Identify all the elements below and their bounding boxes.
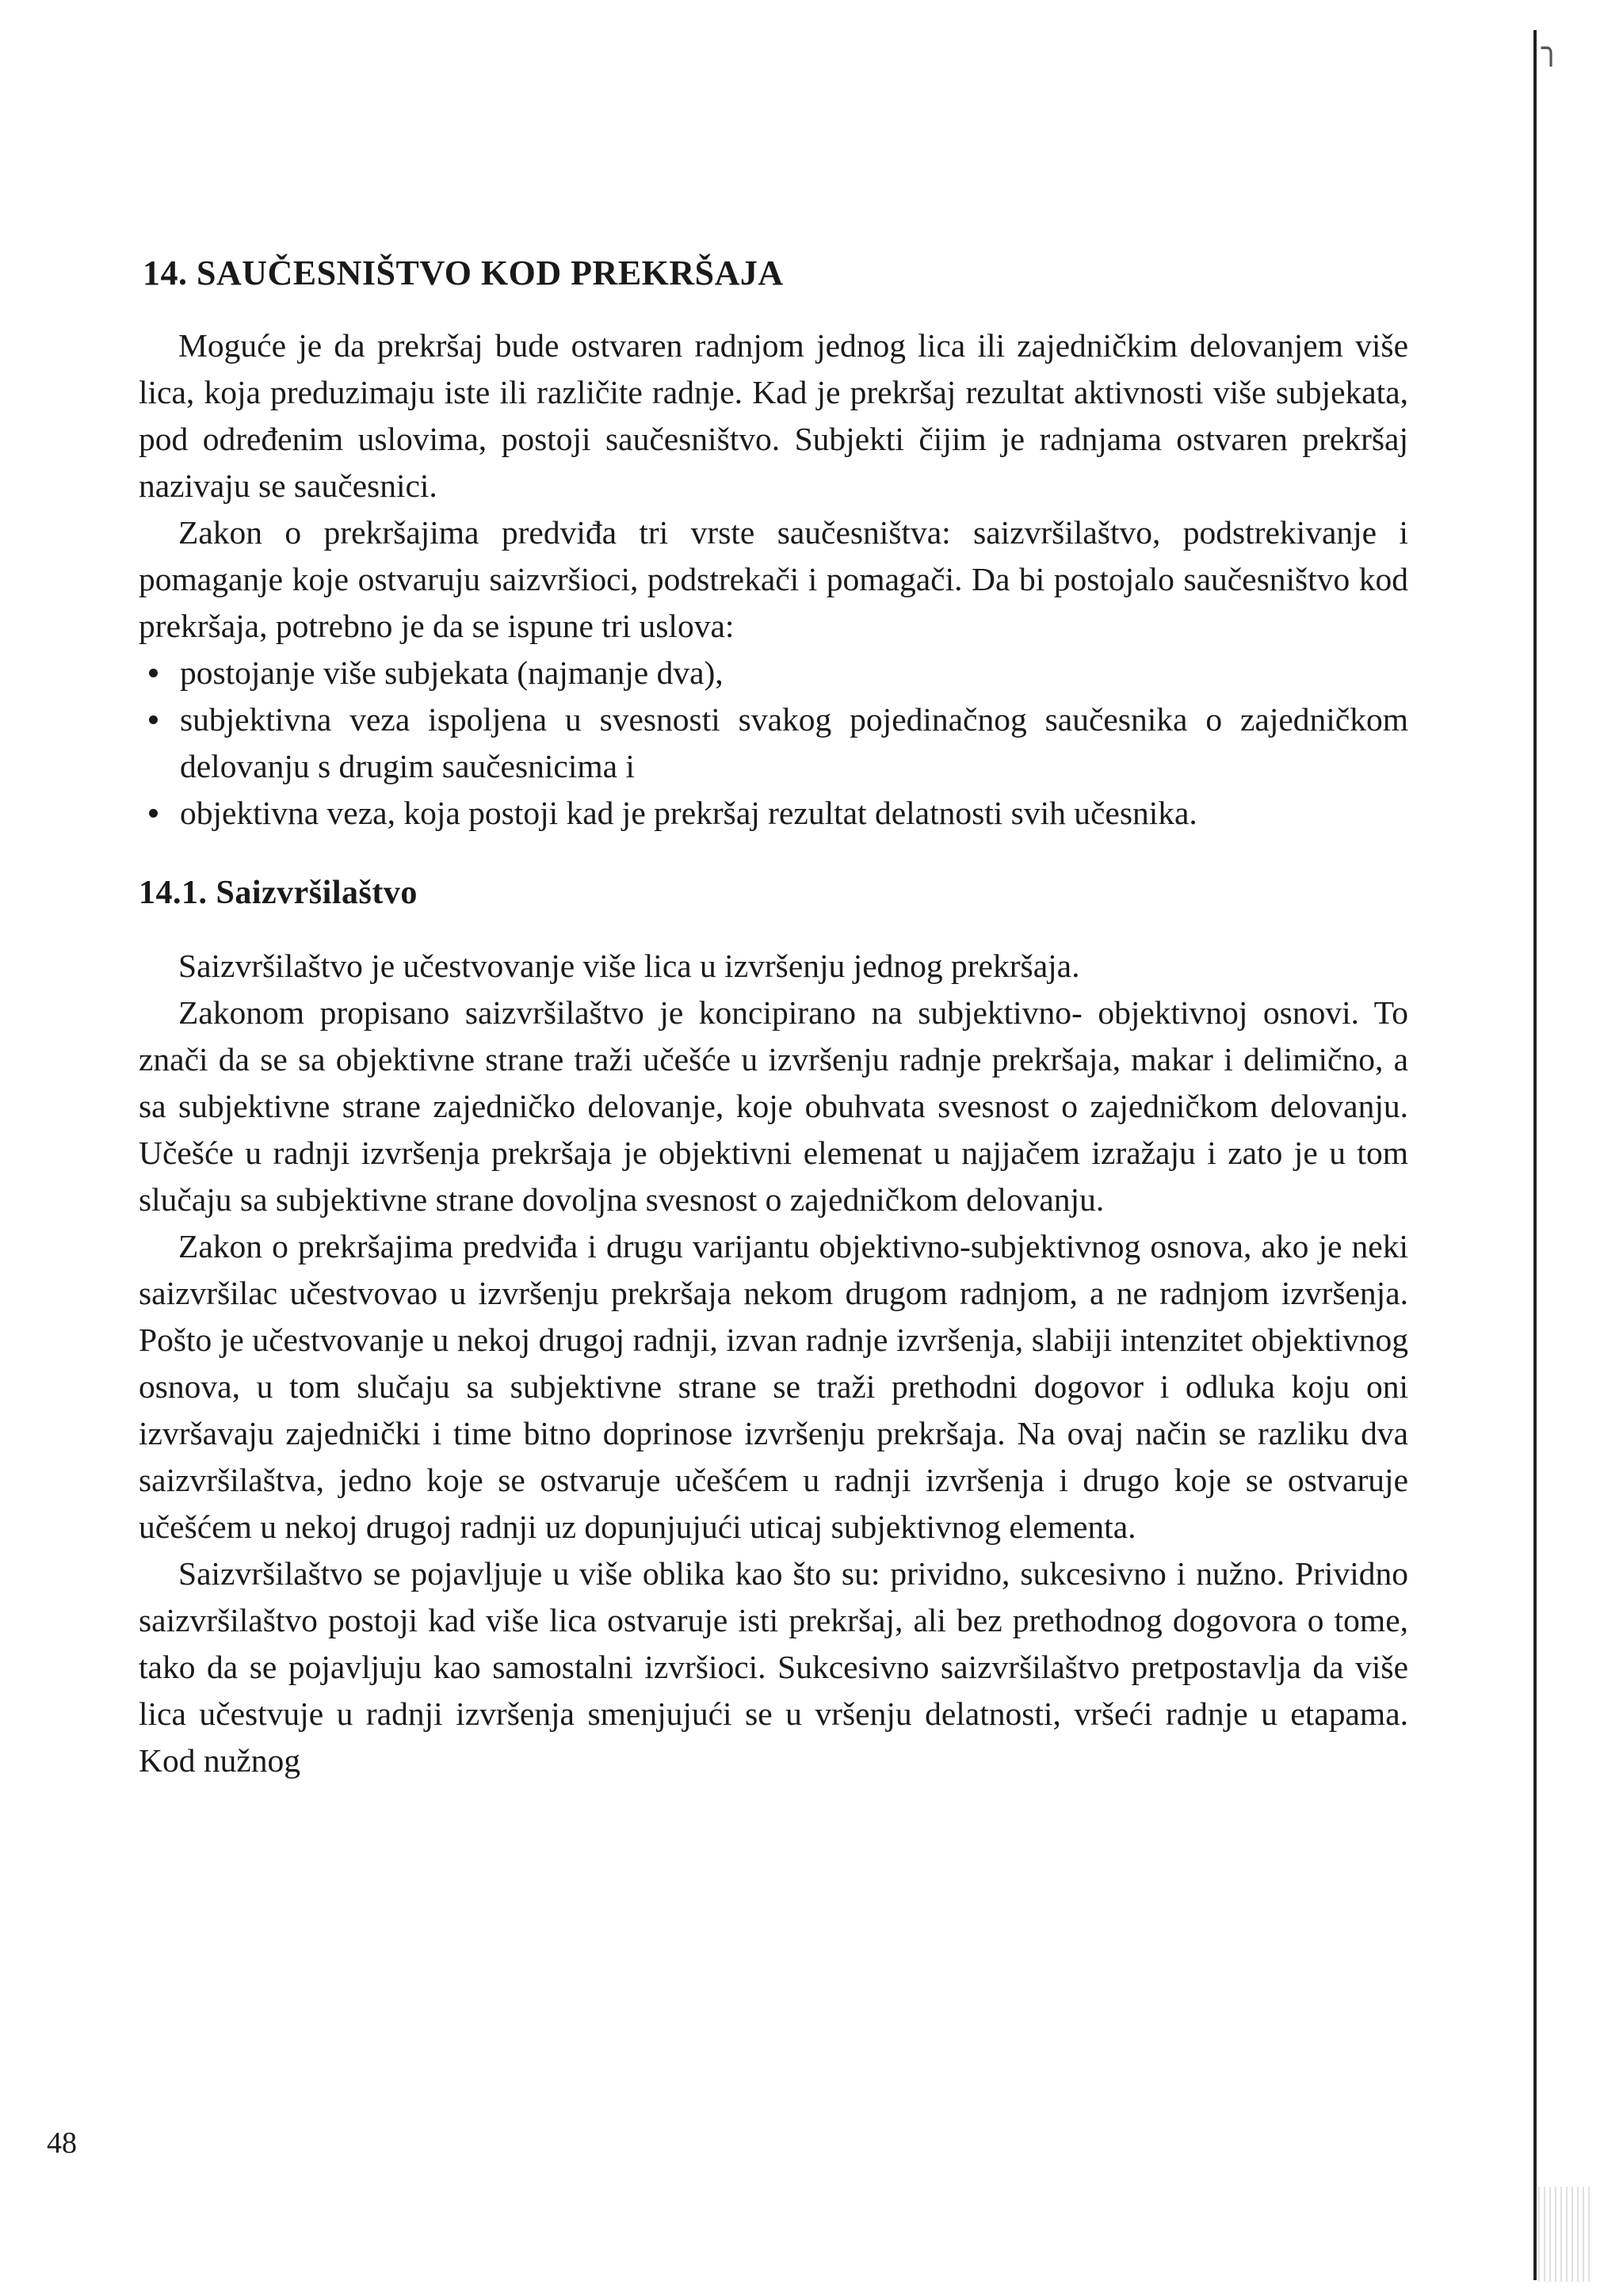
bullet-icon	[149, 809, 158, 818]
condition-item	[139, 696, 1408, 790]
page-edge-shadow	[1538, 2187, 1594, 2282]
subsection-title: 14.1. Saizvršilaštvo	[139, 875, 418, 911]
page-edge-line	[1533, 30, 1537, 2280]
section-paragraph-1: Moguće je da prekršaj bude ostvaren radnjom jednog lica ili zajedničkim delovanjem više lica, koja preduzimaju iste ili različite radnje. Kad je prekršaj rezultat aktivnosti više subjekata, pod određenim uslovima, postoji saučesništvo. Subjekti čijim je radnjama ostvaren prekršaj nazivaju se saučesnici.	[139, 327, 1408, 504]
subsection-paragraph-4: Saizvršilaštvo se pojavljuje u više oblika kao što su: prividno, sukcesivno i nužno. Prividno saizvršilaštvo postoji kad više lica ostvaruje isti prekršaj, ali bez prethodnog dogovora o tome, tako da se pojavljuju kao samostalni izvršioci. Sukcesivno saizvršilaštvo pretpostavlja da više lica učestvuje u radnji izvršenja smenjujući se u vršenju delatnosti, vršeći radnje u etapama. Kod nužnog	[139, 1555, 1408, 1779]
subsection-paragraph-3: Zakon o prekršajima predviđa i drugu varijantu objektivno-subjektivnog osnova, ako je neki saizvršilac učestvovao u izvršenju prekršaja nekom drugom radnjom, a ne radnjom izvršenja. Pošto je učestvovanje u nekoj drugoj radnji, izvan radnje izvršenja, slabiji intenzitet objektivnog osnova, u tom slučaju sa subjektivne strane se traži prethodni dogovor i odluka koju oni izvršavaju zajednički i time bitno doprinose izvršenju prekršaja. Na ovaj način se razliku dva saizvršilaštva, jedno koje se ostvaruje učešćem u radnji izvršenja i drugo koje se ostvaruje učešćem u nekoj drugoj radnji uz dopunjujući uticaj subjektivnog elementa.	[139, 1228, 1408, 1545]
bullet-icon	[149, 669, 158, 677]
subsection-paragraph-2: Zakonom propisano saizvršilaštvo je koncipirano na subjektivno- objektivnoj osnovi. To znači da se sa objektivne strane traži učešće u izvršenju radnje prekršaja, makar i delimično, a sa subjektivne strane zajedničko delovanje, koje obuhvata svesnost o zajedničkom delovanju. Učešće u radnji izvršenja prekršaja je objektivni elemenat u najjačem izražaju i zato je u tom slučaju sa subjektivne strane dovoljna svesnost o zajedničkom delovanju.	[139, 994, 1408, 1218]
edge-mark: ╮	[1541, 30, 1561, 67]
page-content	[139, 246, 1408, 1784]
bullet-icon	[149, 715, 158, 724]
condition-item	[139, 650, 1408, 696]
conditions-list	[139, 650, 1408, 837]
section-paragraph-2: Zakon o prekršajima predviđa tri vrste saučesništva: saizvršilaštvo, podstrekivanje i pomaganje koje ostvaruju saizvršioci, podstrekači i pomagači. Da bi postojalo saučesništvo kod prekršaja, potrebno je da se ispune tri uslova:	[139, 514, 1408, 644]
page-number: 48	[47, 2126, 77, 2160]
condition-text: objektivna veza, koja postoji kad je prekršaj rezultat delatnosti svih učesnika.	[180, 795, 1197, 831]
condition-text: subjektivna veza ispoljena u svesnosti svakog pojedinačnog saučesnika o zajedničkom delovanju s drugim saučesnicima i	[180, 701, 1408, 784]
condition-text: postojanje više subjekata (najmanje dva),	[180, 654, 724, 691]
section-title: 14. SAUČESNIŠTVO KOD PREKRŠAJA	[143, 254, 784, 292]
condition-item	[139, 790, 1408, 837]
subsection-paragraph-1: Saizvršilaštvo je učestvovanje više lica u izvršenju jednog prekršaja.	[178, 948, 1080, 984]
